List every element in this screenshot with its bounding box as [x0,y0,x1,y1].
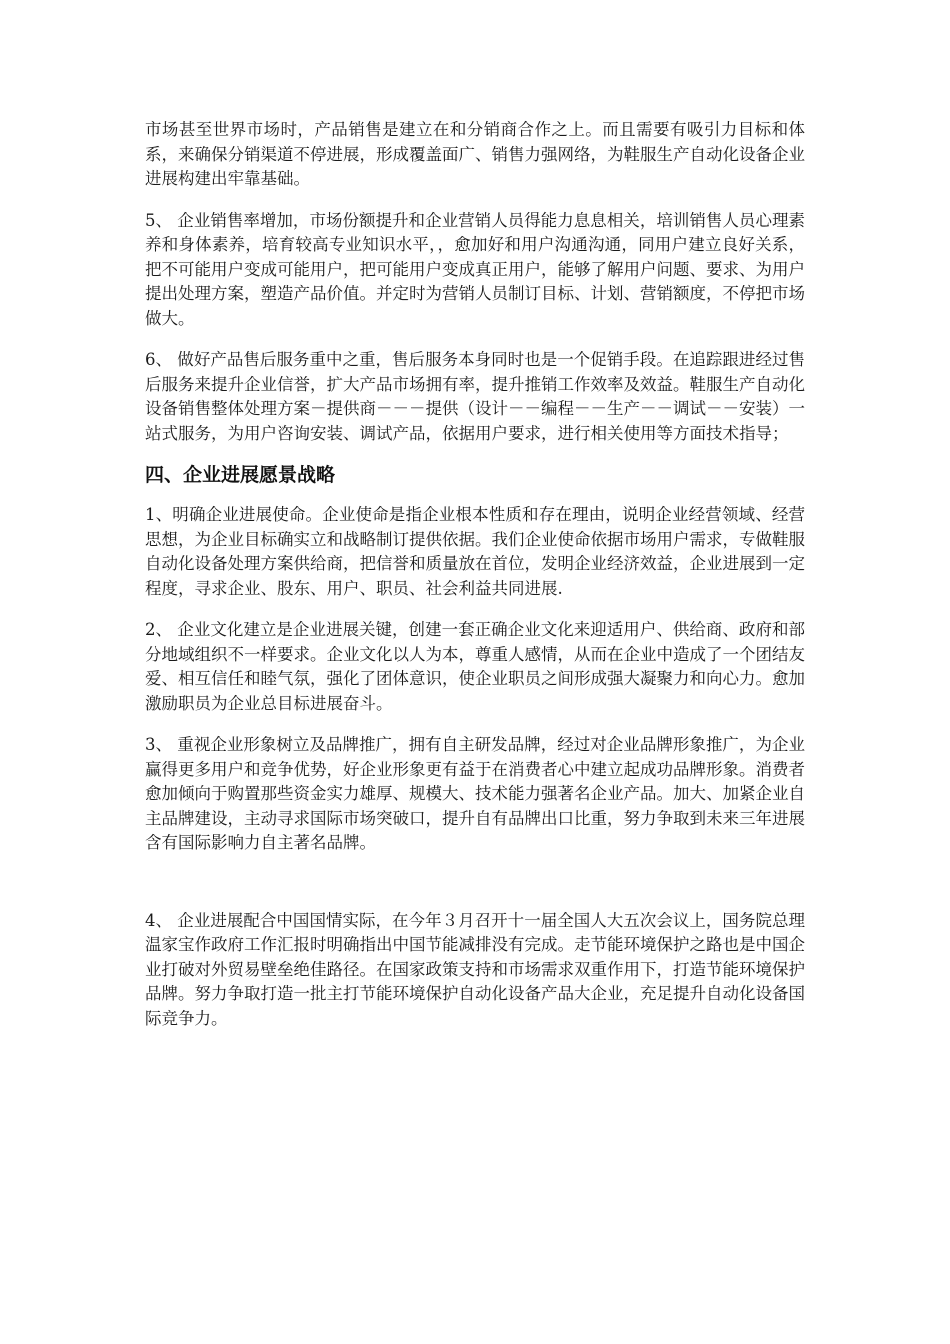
paragraph-item-2-culture: 2、 企业文化建立是企业进展关键，创建一套正确企业文化来迎适用户、供给商、政府和部分地域组织不一样要求。企业文化以人为本，尊重人感情，从而在企业中造成了一个团结友爱、相互信任和睦气氛，强化了团体意识，使企业职员之间形成强大凝聚力和向心力。愈加激励职员为企业总目标进展奋斗。 [145,620,805,713]
section-heading: 四、企业进展愿景战略 [145,464,336,486]
paragraph-item-4-energy-saving: 4、 企业进展配合中国国情实际，在今年３月召开十一届全国人大五次会议上，国务院总理温家宝作政府工作汇报时明确指出中国节能减排没有完成。走节能环境保护之路也是中国企业打破对外贸易壁垒绝佳路径。在国家政策支持和市场需求双重作用下，打造节能环境保护品牌。努力争取打造一批主打节能环境保护自动化设备产品大企业，充足提升自动化设备国际竞争力。 [145,910,805,1028]
paragraph-item-1-mission: 1、明确企业进展使命。企业使命是指企业根本性质和存在理由，说明企业经营领域、经营思想，为企业目标确实立和战略制订提供依据。我们企业使命依据市场用户需求，专做鞋服自动化设备处理方案供给商，把信誉和质量放在首位，发明企业经济效益，企业进展到一定程度，寻求企业、股东、用户、职员、社会利益共同进展. [145,505,805,598]
paragraph-market-distribution: 市场甚至世界市场时，产品销售是建立在和分销商合作之上。而且需要有吸引力目标和体系，来确保分销渠道不停进展，形成覆盖面广、销售力强网络，为鞋服生产自动化设备企业进展构建出牢靠基础。 [145,120,805,188]
document-page [145,118,805,1031]
paragraph-item-6-after-sales: 6、 做好产品售后服务重中之重，售后服务本身同时也是一个促销手段。在追踪跟进经过售后服务来提升企业信誉，扩大产品市场拥有率，提升推销工作效率及效益。鞋服生产自动化设备销售整体处理方案－提供商－－－提供（设计－－编程－－生产－－调试－－安装）一站式服务，为用户咨询安装、调试产品，依据用户要求，进行相关使用等方面技术指导； [145,350,805,443]
paragraph-item-5-sales-training: 5、 企业销售率增加，市场份额提升和企业营销人员得能力息息相关，培训销售人员心理素养和身体素养，培育较高专业知识水平，，愈加好和用户沟通沟通，同用户建立良好关系，把不可能用户变成可能用户，把可能用户变成真正用户，能够了解用户问题、要求、为用户提出处理方案，塑造产品价值。并定时为营销人员制订目标、计划、营销额度，不停把市场做大。 [145,210,805,328]
paragraph-item-3-brand: 3、 重视企业形象树立及品牌推广，拥有自主研发品牌，经过对企业品牌形象推广，为企业赢得更多用户和竞争优势，好企业形象更有益于在消费者心中建立起成功品牌形象。消费者愈加倾向于购置那些资金实力雄厚、规模大、技术能力强著名企业产品。加大、加紧企业自主品牌建设，主动寻求国际市场突破口，提升自有品牌出口比重，努力争取到未来三年进展含有国际影响力自主著名品牌。 [145,735,805,852]
